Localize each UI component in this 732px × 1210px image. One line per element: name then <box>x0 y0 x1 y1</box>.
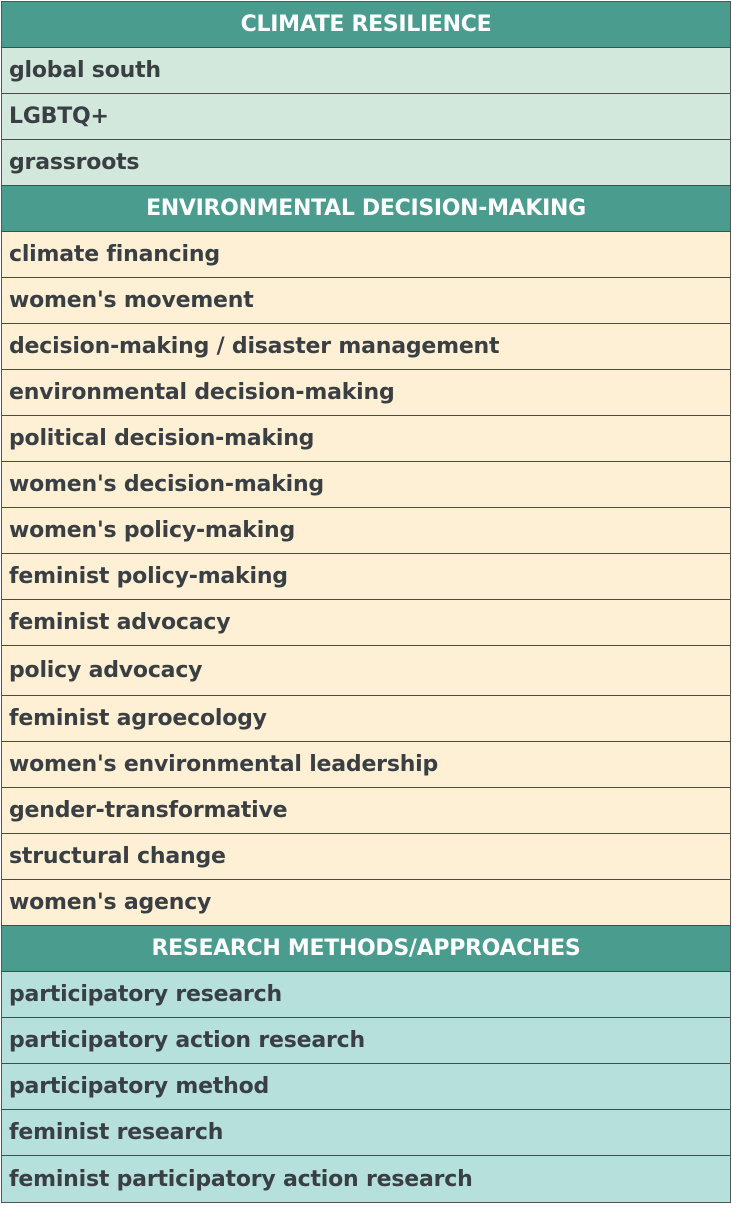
section-climate-resilience <box>2 2 730 186</box>
section-header: CLIMATE RESILIENCE <box>2 2 730 48</box>
list-item: climate financing <box>2 232 730 278</box>
section-header: ENVIRONMENTAL DECISION-MAKING <box>2 186 730 232</box>
section-environmental-decision-making <box>2 186 730 926</box>
list-item: participatory method <box>2 1064 730 1110</box>
list-item: feminist agroecology <box>2 696 730 742</box>
list-item: gender-transformative <box>2 788 730 834</box>
section-header: RESEARCH METHODS/APPROACHES <box>2 926 730 972</box>
list-item: LGBTQ+ <box>2 94 730 140</box>
list-item: environmental decision-making <box>2 370 730 416</box>
section-research-methods <box>2 926 730 1202</box>
list-item: structural change <box>2 834 730 880</box>
list-item: feminist policy-making <box>2 554 730 600</box>
keyword-table <box>1 1 731 1203</box>
list-item: feminist participatory action research <box>2 1156 730 1202</box>
list-item: women's environmental leadership <box>2 742 730 788</box>
list-item: women's agency <box>2 880 730 926</box>
list-item: policy advocacy <box>2 646 730 696</box>
list-item: decision-making / disaster management <box>2 324 730 370</box>
list-item: women's decision-making <box>2 462 730 508</box>
list-item: participatory action research <box>2 1018 730 1064</box>
list-item: global south <box>2 48 730 94</box>
list-item: women's policy-making <box>2 508 730 554</box>
list-item: feminist research <box>2 1110 730 1156</box>
list-item: feminist advocacy <box>2 600 730 646</box>
list-item: political decision-making <box>2 416 730 462</box>
list-item: women's movement <box>2 278 730 324</box>
list-item: grassroots <box>2 140 730 186</box>
list-item: participatory research <box>2 972 730 1018</box>
